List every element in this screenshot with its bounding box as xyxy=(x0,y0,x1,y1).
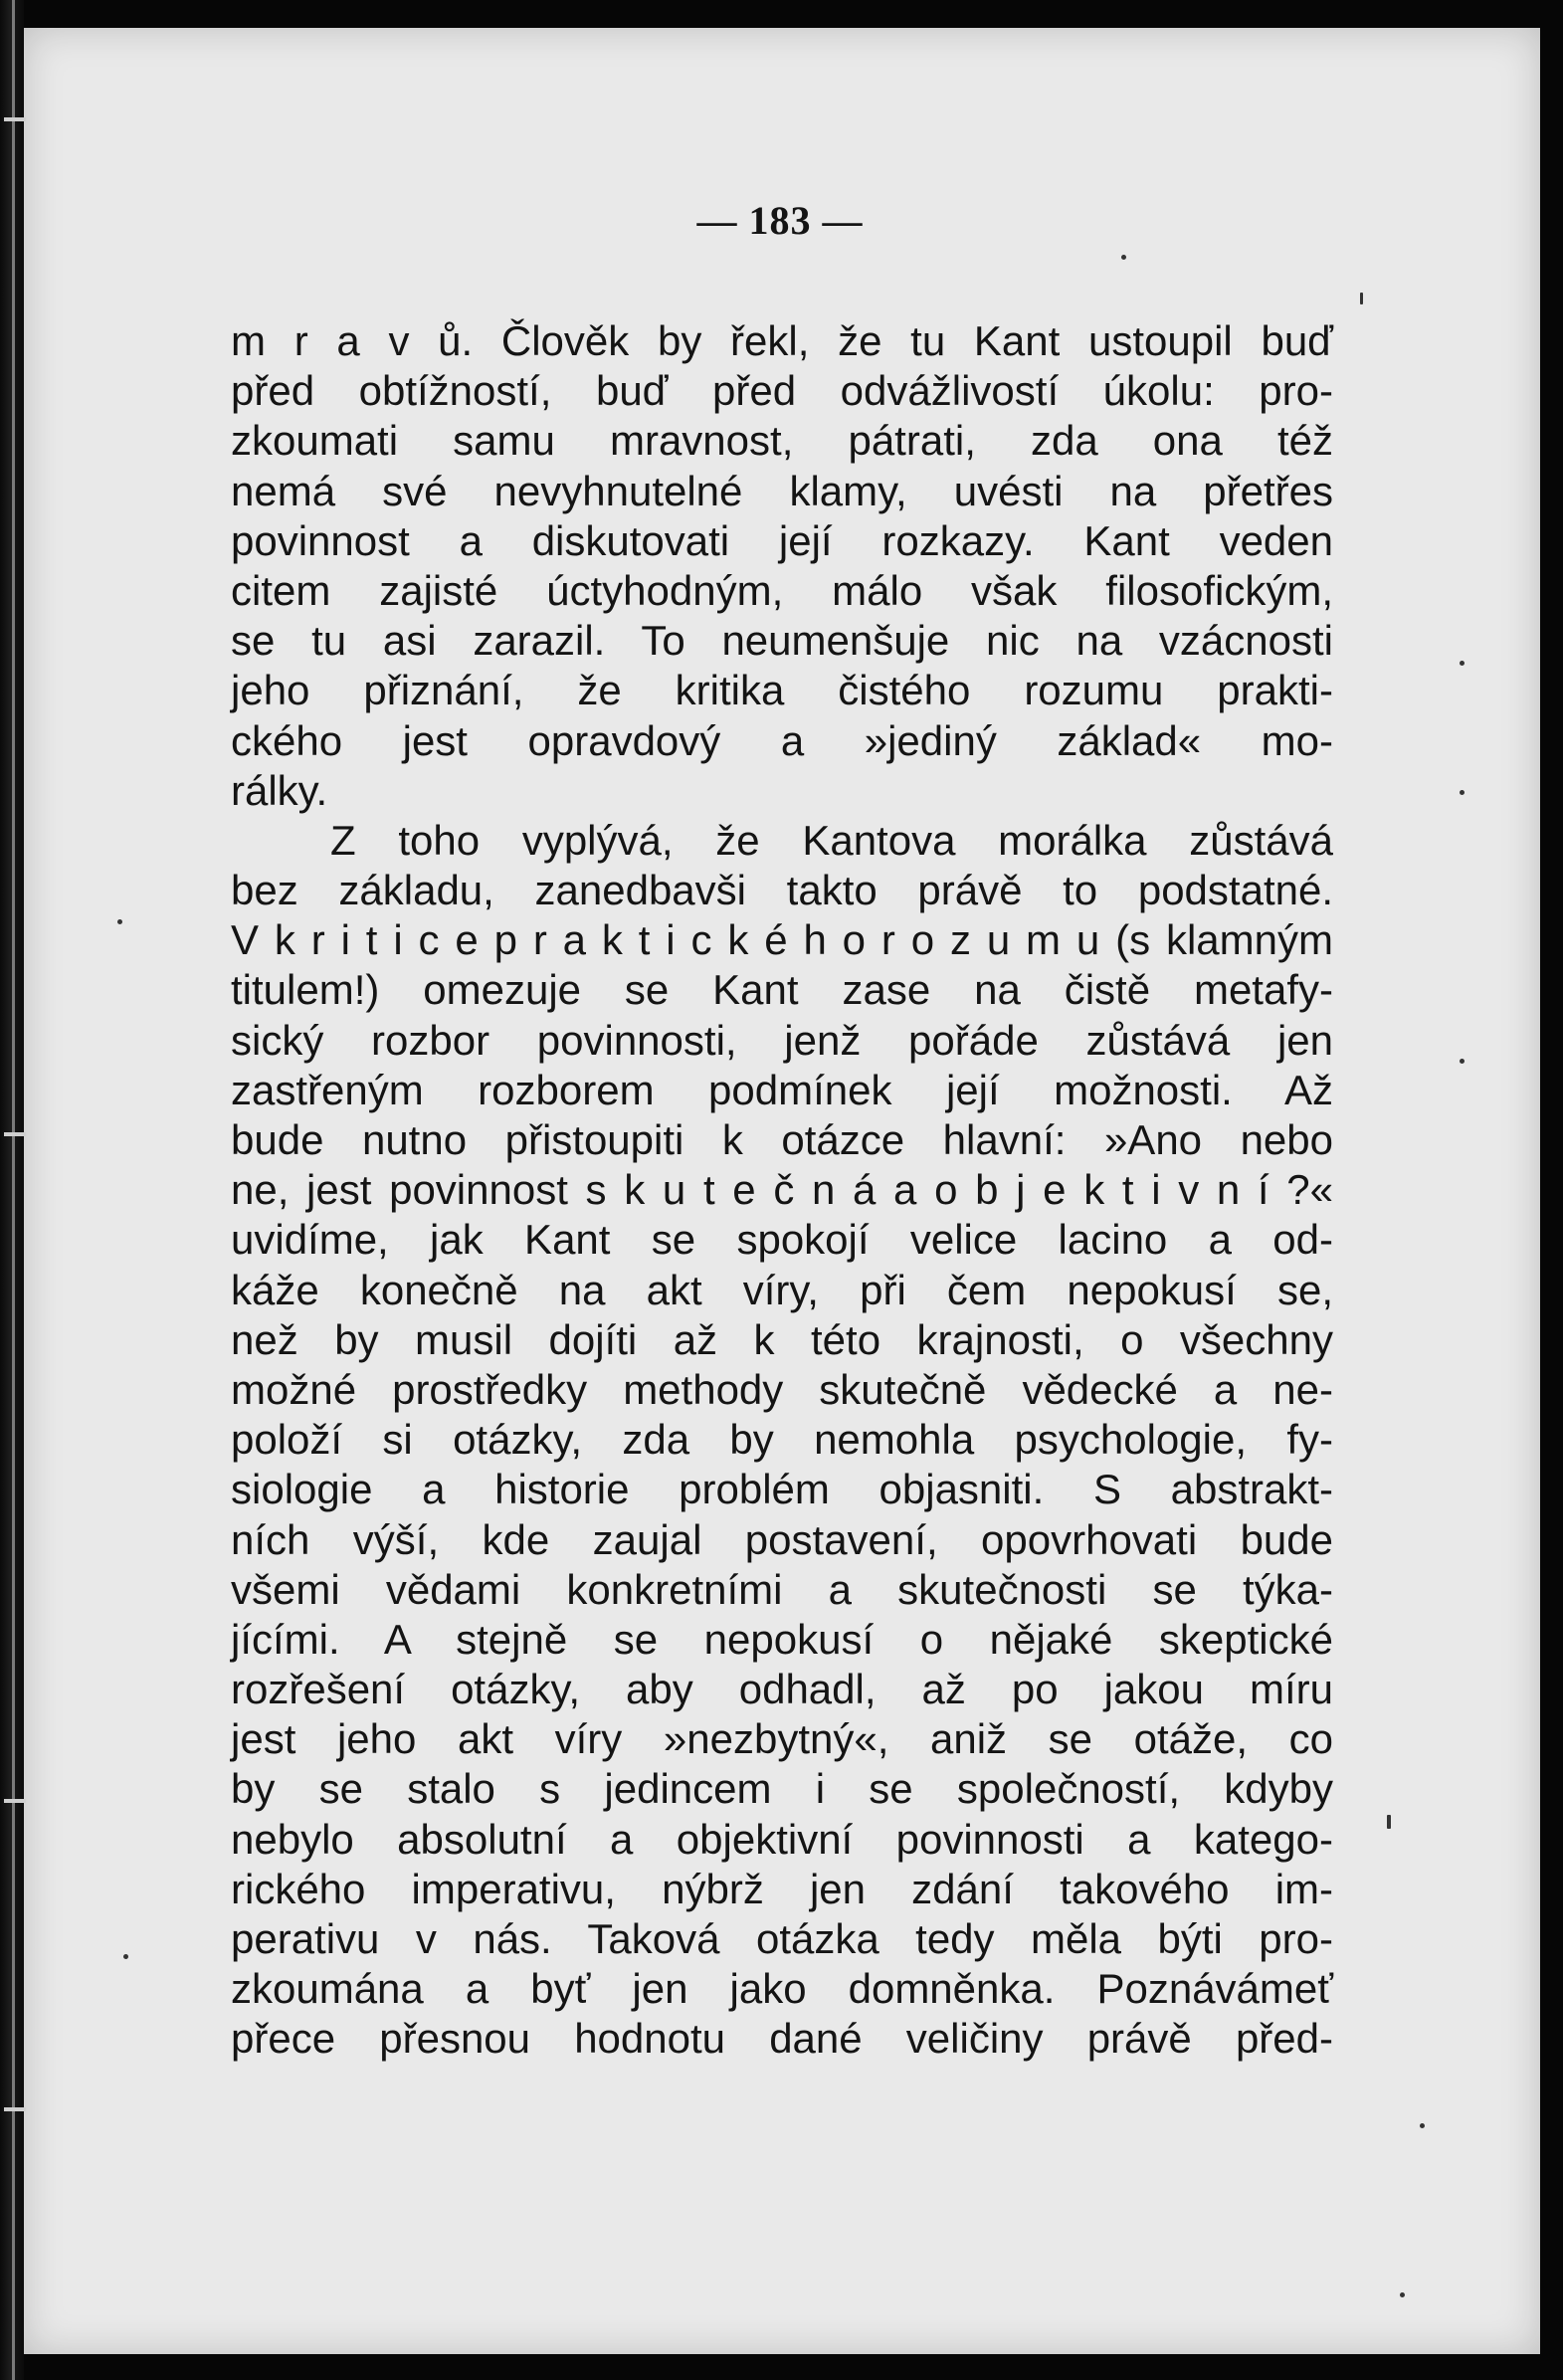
paper-speck xyxy=(1460,790,1465,795)
text-line: by se stalo s jedincem i se společností, kdyby xyxy=(231,1765,1333,1813)
text-line: citem zajisté úctyhodným, málo však filosofickým, xyxy=(231,566,1333,614)
text-line: Z toho vyplývá, že Kantova morálka zůstává xyxy=(330,816,1333,864)
paper-speck xyxy=(117,919,122,924)
text-line: jest jeho akt víry »nezbytný«, aniž se otáže, co xyxy=(231,1715,1333,1763)
margin-tick xyxy=(4,2107,26,2111)
text-line: položí si otázky, zda by nemohla psychologie, fy- xyxy=(231,1416,1333,1464)
body-text xyxy=(231,316,1333,2065)
text-line: ckého jest opravdový a »jediný základ« mo- xyxy=(231,716,1333,764)
text-line: přece přesnou hodnotu dané veličiny právě před- xyxy=(231,2015,1333,2063)
text-line: siologie a historie problém objasniti. S abstrakt- xyxy=(231,1466,1333,1513)
text-line: perativu v nás. Taková otázka tedy měla býti pro- xyxy=(231,1915,1333,1962)
text-line: káže konečně na akt víry, při čem nepokusí se, xyxy=(231,1266,1333,1313)
text-line: nebylo absolutní a objektivní povinnosti a katego- xyxy=(231,1815,1333,1863)
margin-tick xyxy=(4,117,26,121)
text-line: rálky. xyxy=(231,766,328,814)
binding-line xyxy=(12,0,15,2380)
page-number: — 183 — xyxy=(696,198,864,243)
text-line: možné prostředky methody skutečně vědecké a ne- xyxy=(231,1365,1333,1413)
text-line: před obtížností, buď před odvážlivostí úkolu: pro- xyxy=(231,367,1333,415)
text-line: nemá své nevyhnutelné klamy, uvésti na přetřes xyxy=(231,467,1333,514)
text-line: uvidíme, jak Kant se spokojí velice lacino a od- xyxy=(231,1216,1333,1264)
paper-speck xyxy=(1400,2292,1405,2297)
text-line: se tu asi zarazil. To neumenšuje nic na vzácnosti xyxy=(231,617,1333,665)
text-line: rozřešení otázky, aby odhadl, až po jakou míru xyxy=(231,1666,1333,1713)
text-line: jeho přiznání, že kritika čistého rozumu prakti- xyxy=(231,667,1333,714)
text-line: m r a v ů. Člověk by řekl, že tu Kant ustoupil buď xyxy=(231,317,1333,364)
text-line: než by musil dojíti až k této krajnosti, o všechny xyxy=(231,1315,1333,1363)
text-line: ne, jest povinnost s k u t e č n á a o b j e k t i v n í ?« xyxy=(231,1166,1333,1214)
paper-speck xyxy=(1460,1059,1465,1064)
text-line: sický rozbor povinnosti, jenž pořáde zůstává jen xyxy=(231,1016,1333,1064)
paper-speck xyxy=(123,1954,128,1959)
text-line: jícími. A stejně se nepokusí o nějaké skeptické xyxy=(231,1615,1333,1663)
text-line: V k r i t i c e p r a k t i c k é h o r o z u m u (s klamným xyxy=(231,916,1333,964)
text-line: rického imperativu, nýbrž jen zdání takového im- xyxy=(231,1865,1333,1912)
paper-speck xyxy=(1460,661,1465,666)
paper-speck xyxy=(1121,255,1126,260)
binding-edge xyxy=(0,0,24,2380)
text-line: povinnost a diskutovati její rozkazy. Kant veden xyxy=(231,516,1333,564)
text-line: bude nutno přistoupiti k otázce hlavní: »Ano nebo xyxy=(231,1116,1333,1163)
paper-speck xyxy=(1420,2123,1425,2128)
text-line: titulem!) omezuje se Kant zase na čistě metafy- xyxy=(231,966,1333,1014)
margin-tick xyxy=(4,1132,26,1136)
text-line: všemi vědami konkretními a skutečnosti se týka- xyxy=(231,1565,1333,1613)
paper-sheet xyxy=(24,28,1540,2354)
text-line: zkoumati samu mravnost, pátrati, zda ona též xyxy=(231,417,1333,465)
text-line: zkoumána a byť jen jako domněnka. Poznávámeť xyxy=(231,1965,1333,2013)
text-line: ních výší, kde zaujal postavení, opovrhovati bude xyxy=(231,1515,1333,1563)
paper-speck xyxy=(1360,293,1363,304)
text-line: bez základu, zanedbavši takto právě to podstatné. xyxy=(231,867,1333,914)
margin-tick xyxy=(4,1799,26,1803)
text-line: zastřeným rozborem podmínek její možnosti. Až xyxy=(231,1066,1333,1113)
paper-speck xyxy=(1387,1815,1391,1829)
